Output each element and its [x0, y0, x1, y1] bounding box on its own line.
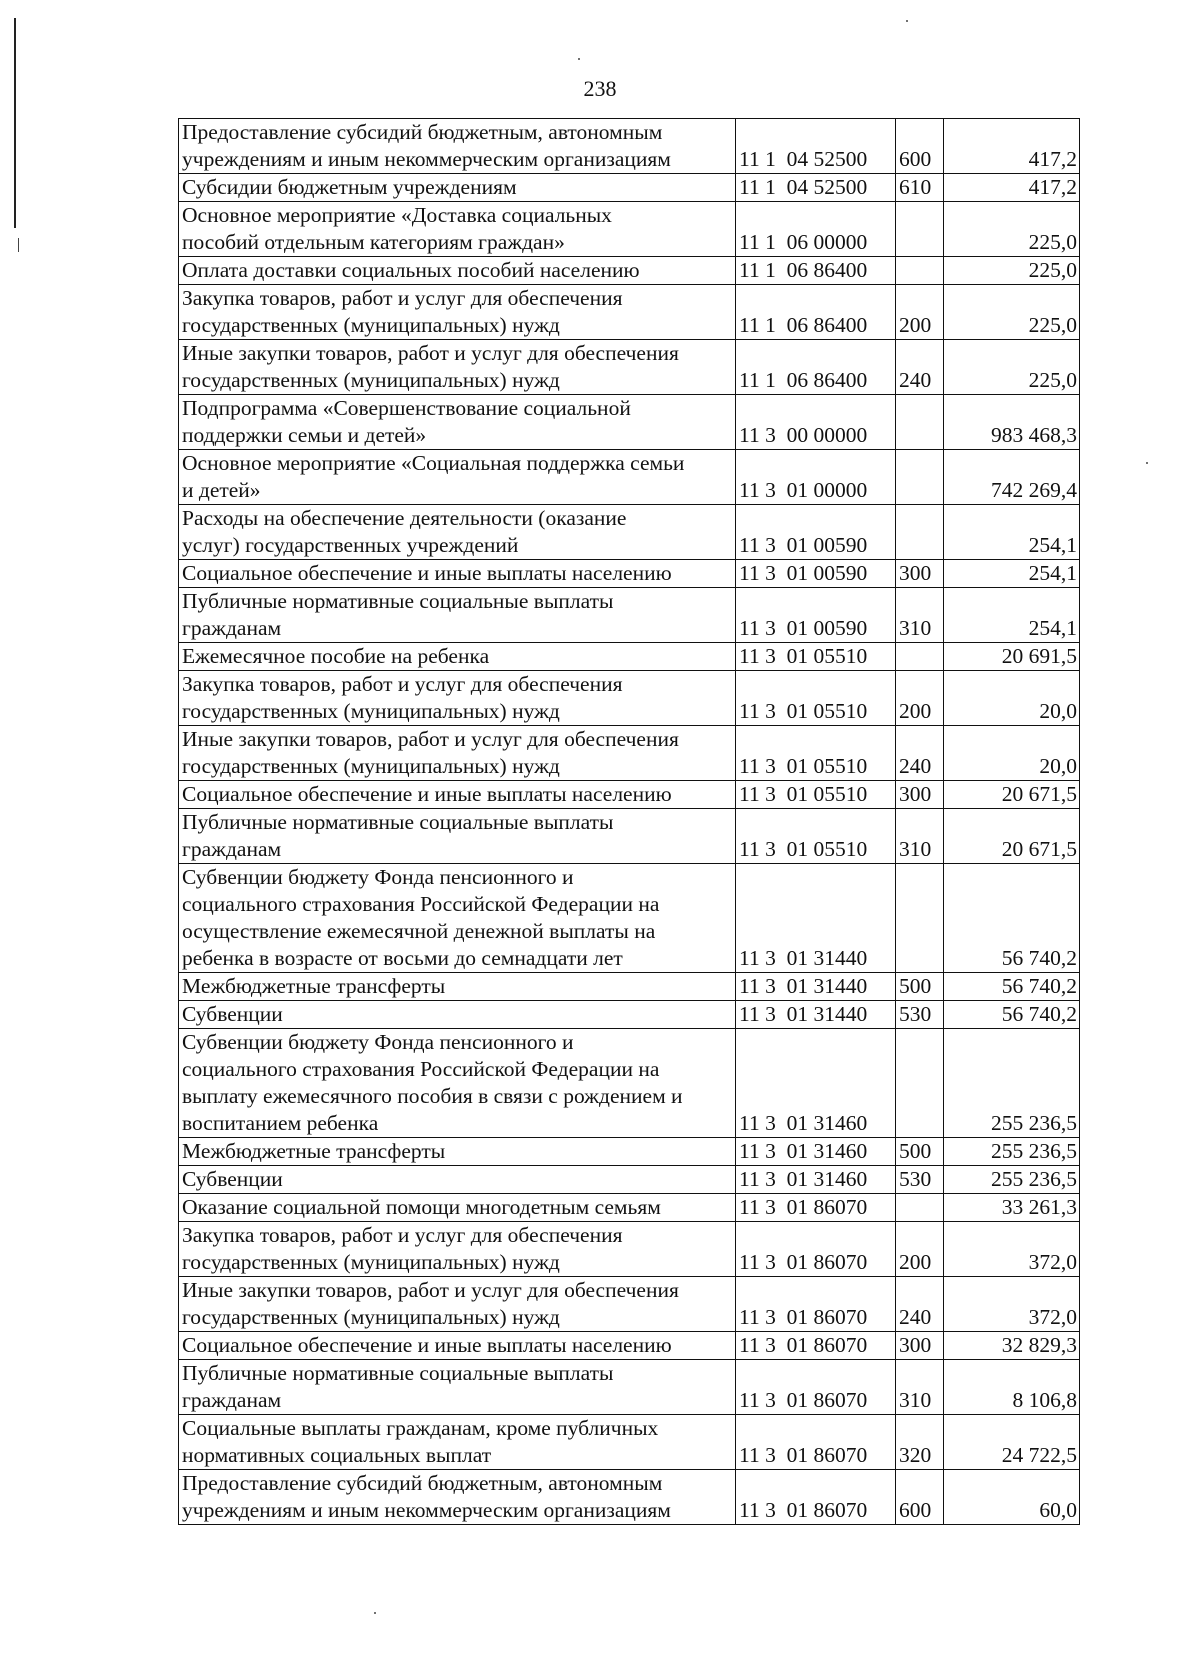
- row-type-cell: 500: [896, 973, 944, 1001]
- table-row: [179, 671, 1080, 726]
- row-code-cell: 11 1 04 52500: [736, 119, 896, 174]
- row-type-cell: 310: [896, 809, 944, 864]
- table-row: [179, 257, 1080, 285]
- row-code-cell: 11 3 00 00000: [736, 395, 896, 450]
- row-amount-cell: 20 691,5: [944, 643, 1080, 671]
- row-code-cell: 11 3 01 86070: [736, 1470, 896, 1525]
- row-type-cell: [896, 643, 944, 671]
- table-row: [179, 395, 1080, 450]
- scan-speck: [374, 1612, 376, 1614]
- row-name-cell: Ежемесячное пособие на ребенка: [179, 643, 736, 671]
- row-code-cell: 11 3 01 05510: [736, 643, 896, 671]
- row-type-cell: [896, 202, 944, 257]
- table-row: [179, 1415, 1080, 1470]
- row-code-cell: 11 3 01 05510: [736, 671, 896, 726]
- row-code-cell: 11 1 06 86400: [736, 285, 896, 340]
- row-type-cell: 240: [896, 1277, 944, 1332]
- binding-edge-mark-small: [18, 238, 19, 252]
- table-row: [179, 588, 1080, 643]
- row-code-cell: 11 3 01 00590: [736, 588, 896, 643]
- binding-edge-mark: [14, 18, 16, 228]
- table-row: [179, 340, 1080, 395]
- row-amount-cell: 8 106,8: [944, 1360, 1080, 1415]
- table-row: [179, 119, 1080, 174]
- row-amount-cell: 225,0: [944, 202, 1080, 257]
- row-type-cell: [896, 257, 944, 285]
- row-name-cell: Межбюджетные трансферты: [179, 1138, 736, 1166]
- row-code-cell: 11 3 01 00590: [736, 560, 896, 588]
- row-type-cell: 530: [896, 1166, 944, 1194]
- row-code-cell: 11 1 06 00000: [736, 202, 896, 257]
- row-code-cell: 11 1 06 86400: [736, 257, 896, 285]
- row-amount-cell: 254,1: [944, 588, 1080, 643]
- table-row: [179, 1001, 1080, 1029]
- row-amount-cell: 225,0: [944, 340, 1080, 395]
- row-code-cell: 11 3 01 05510: [736, 781, 896, 809]
- row-amount-cell: 20,0: [944, 726, 1080, 781]
- row-type-cell: 200: [896, 285, 944, 340]
- row-amount-cell: 225,0: [944, 285, 1080, 340]
- row-code-cell: 11 3 01 86070: [736, 1222, 896, 1277]
- row-name-cell: Оплата доставки социальных пособий населению: [179, 257, 736, 285]
- row-amount-cell: 56 740,2: [944, 1001, 1080, 1029]
- page-number: 238: [583, 76, 617, 101]
- row-name-cell: Субвенции: [179, 1166, 736, 1194]
- row-amount-cell: 372,0: [944, 1277, 1080, 1332]
- row-code-cell: 11 3 01 86070: [736, 1194, 896, 1222]
- row-name-cell: Основное мероприятие «Доставка социальных пособий отдельным категориям граждан»: [179, 202, 736, 257]
- scan-speck: [578, 58, 580, 60]
- row-type-cell: [896, 1029, 944, 1138]
- row-amount-cell: 56 740,2: [944, 973, 1080, 1001]
- row-name-cell: Субсидии бюджетным учреждениям: [179, 174, 736, 202]
- table-row: [179, 1138, 1080, 1166]
- row-type-cell: 240: [896, 340, 944, 395]
- row-amount-cell: 983 468,3: [944, 395, 1080, 450]
- row-name-cell: Расходы на обеспечение деятельности (оказание услуг) государственных учреждений: [179, 505, 736, 560]
- table-row: [179, 202, 1080, 257]
- row-name-cell: Иные закупки товаров, работ и услуг для обеспечения государственных (муниципальных) нужд: [179, 340, 736, 395]
- table-row: [179, 1222, 1080, 1277]
- row-name-cell: Социальные выплаты гражданам, кроме публичных нормативных социальных выплат: [179, 1415, 736, 1470]
- table-row: [179, 1360, 1080, 1415]
- table-row: [179, 1194, 1080, 1222]
- table-row: [179, 726, 1080, 781]
- table-row: [179, 1277, 1080, 1332]
- row-type-cell: 310: [896, 1360, 944, 1415]
- table-row: [179, 973, 1080, 1001]
- row-code-cell: 11 3 01 31460: [736, 1138, 896, 1166]
- row-name-cell: Иные закупки товаров, работ и услуг для обеспечения государственных (муниципальных) нужд: [179, 1277, 736, 1332]
- row-code-cell: 11 3 01 86070: [736, 1415, 896, 1470]
- row-code-cell: 11 3 01 31460: [736, 1029, 896, 1138]
- table-row: [179, 505, 1080, 560]
- row-code-cell: 11 3 01 86070: [736, 1360, 896, 1415]
- row-name-cell: Закупка товаров, работ и услуг для обеспечения государственных (муниципальных) нужд: [179, 671, 736, 726]
- row-code-cell: 11 1 06 86400: [736, 340, 896, 395]
- row-type-cell: [896, 450, 944, 505]
- row-name-cell: Публичные нормативные социальные выплаты гражданам: [179, 588, 736, 643]
- row-amount-cell: 60,0: [944, 1470, 1080, 1525]
- row-type-cell: 530: [896, 1001, 944, 1029]
- row-amount-cell: 417,2: [944, 174, 1080, 202]
- table-row: [179, 560, 1080, 588]
- row-code-cell: 11 3 01 31440: [736, 973, 896, 1001]
- scan-speck: [1146, 462, 1148, 464]
- row-name-cell: Предоставление субсидий бюджетным, автономным учреждениям и иным некоммерческим организациям: [179, 119, 736, 174]
- row-amount-cell: 33 261,3: [944, 1194, 1080, 1222]
- row-amount-cell: 254,1: [944, 505, 1080, 560]
- row-name-cell: Закупка товаров, работ и услуг для обеспечения государственных (муниципальных) нужд: [179, 1222, 736, 1277]
- row-amount-cell: 20 671,5: [944, 809, 1080, 864]
- row-type-cell: 600: [896, 1470, 944, 1525]
- table-row: [179, 285, 1080, 340]
- row-type-cell: 300: [896, 1332, 944, 1360]
- row-code-cell: 11 3 01 00000: [736, 450, 896, 505]
- row-name-cell: Публичные нормативные социальные выплаты гражданам: [179, 1360, 736, 1415]
- row-name-cell: Иные закупки товаров, работ и услуг для обеспечения государственных (муниципальных) нужд: [179, 726, 736, 781]
- row-type-cell: 610: [896, 174, 944, 202]
- row-amount-cell: 255 236,5: [944, 1166, 1080, 1194]
- row-type-cell: 320: [896, 1415, 944, 1470]
- row-amount-cell: 372,0: [944, 1222, 1080, 1277]
- table-row: [179, 1332, 1080, 1360]
- row-type-cell: 600: [896, 119, 944, 174]
- row-type-cell: 500: [896, 1138, 944, 1166]
- row-name-cell: Субвенции бюджету Фонда пенсионного и социального страхования Российской Федерации на осуществление ежемесячной денежной выплаты на ребенка в возрасте от восьми до семнадцати лет: [179, 864, 736, 973]
- row-amount-cell: 24 722,5: [944, 1415, 1080, 1470]
- table-row: [179, 1470, 1080, 1525]
- table-row: [179, 781, 1080, 809]
- row-name-cell: Социальное обеспечение и иные выплаты населению: [179, 781, 736, 809]
- table-row: [179, 864, 1080, 973]
- row-name-cell: Публичные нормативные социальные выплаты гражданам: [179, 809, 736, 864]
- row-type-cell: 200: [896, 671, 944, 726]
- table-row: [179, 643, 1080, 671]
- row-code-cell: 11 3 01 86070: [736, 1332, 896, 1360]
- row-code-cell: 11 3 01 05510: [736, 809, 896, 864]
- row-amount-cell: 32 829,3: [944, 1332, 1080, 1360]
- row-type-cell: 300: [896, 560, 944, 588]
- budget-table: [178, 118, 1080, 1525]
- row-name-cell: Закупка товаров, работ и услуг для обеспечения государственных (муниципальных) нужд: [179, 285, 736, 340]
- row-amount-cell: 254,1: [944, 560, 1080, 588]
- row-code-cell: 11 3 01 05510: [736, 726, 896, 781]
- row-amount-cell: 20,0: [944, 671, 1080, 726]
- row-type-cell: [896, 1194, 944, 1222]
- table-row: [179, 174, 1080, 202]
- row-amount-cell: 225,0: [944, 257, 1080, 285]
- row-name-cell: Межбюджетные трансферты: [179, 973, 736, 1001]
- row-type-cell: [896, 505, 944, 560]
- row-code-cell: 11 3 01 86070: [736, 1277, 896, 1332]
- row-amount-cell: 255 236,5: [944, 1138, 1080, 1166]
- row-amount-cell: 742 269,4: [944, 450, 1080, 505]
- table-row: [179, 1029, 1080, 1138]
- row-type-cell: 200: [896, 1222, 944, 1277]
- table-row: [179, 1166, 1080, 1194]
- row-type-cell: [896, 864, 944, 973]
- budget-table-body: [179, 119, 1080, 1525]
- row-name-cell: Оказание социальной помощи многодетным семьям: [179, 1194, 736, 1222]
- row-type-cell: 240: [896, 726, 944, 781]
- row-name-cell: Субвенции: [179, 1001, 736, 1029]
- row-name-cell: Социальное обеспечение и иные выплаты населению: [179, 560, 736, 588]
- row-type-cell: 310: [896, 588, 944, 643]
- row-amount-cell: 56 740,2: [944, 864, 1080, 973]
- row-code-cell: 11 3 01 31460: [736, 1166, 896, 1194]
- row-name-cell: Подпрограмма «Совершенствование социальной поддержки семьи и детей»: [179, 395, 736, 450]
- row-name-cell: Социальное обеспечение и иные выплаты населению: [179, 1332, 736, 1360]
- scan-speck: [906, 20, 908, 22]
- row-name-cell: Субвенции бюджету Фонда пенсионного и социального страхования Российской Федерации на выплату ежемесячного пособия в связи с рождением и воспитанием ребенка: [179, 1029, 736, 1138]
- row-code-cell: 11 3 01 00590: [736, 505, 896, 560]
- row-name-cell: Предоставление субсидий бюджетным, автономным учреждениям и иным некоммерческим организациям: [179, 1470, 736, 1525]
- row-type-cell: 300: [896, 781, 944, 809]
- row-name-cell: Основное мероприятие «Социальная поддержка семьи и детей»: [179, 450, 736, 505]
- row-type-cell: [896, 395, 944, 450]
- row-code-cell: 11 1 04 52500: [736, 174, 896, 202]
- row-amount-cell: 20 671,5: [944, 781, 1080, 809]
- row-amount-cell: 255 236,5: [944, 1029, 1080, 1138]
- row-code-cell: 11 3 01 31440: [736, 864, 896, 973]
- table-row: [179, 809, 1080, 864]
- table-row: [179, 450, 1080, 505]
- row-amount-cell: 417,2: [944, 119, 1080, 174]
- row-code-cell: 11 3 01 31440: [736, 1001, 896, 1029]
